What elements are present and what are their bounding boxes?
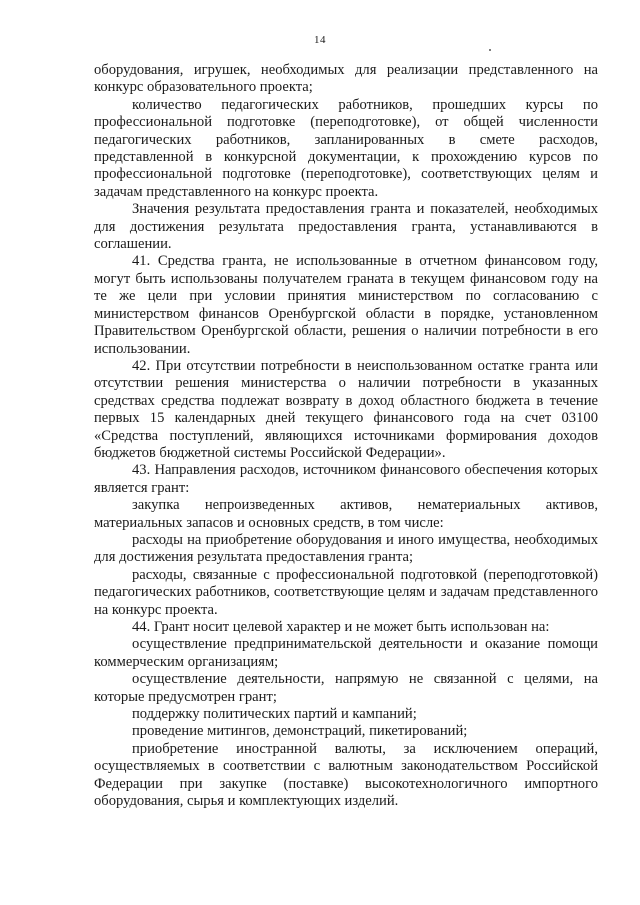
paragraph: расходы, связанные с профессиональной подготовкой (переподготовкой) педагогических работников, соответствующие целям и задачам представленного на конкурс проекта.: [94, 566, 598, 618]
document-body: [94, 62, 598, 810]
paragraph-continuation: оборудования, игрушек, необходимых для реализации представленного на конкурс образовательного проекта;: [94, 62, 598, 96]
paragraph: количество педагогических работников, прошедших курсы по профессиональной подготовке (переподготовке), от общей численности педагогических работников, запланированных в смете расходов, представленной в конкурсной документации, к прохождению курсов по профессиональной подготовке (переподготовке), соответствующих целям и задачам представленного на конкурс проекта.: [94, 96, 598, 200]
paragraph: проведение митингов, демонстраций, пикетирований;: [132, 723, 468, 740]
page-number: 14: [314, 34, 326, 46]
paragraph-clause-41: 41. Средства гранта, не использованные в отчетном финансовом году, могут быть использованы получателем граната в текущем финансовом году на те же цели при условии принятия министерством по согласованию с министерством финансов Оренбургской области в порядке, установленном Правительством Оренбургской области, решения о наличии потребности в его использовании.: [94, 253, 598, 357]
paragraph-clause-44: 44. Грант носит целевой характер и не может быть использован на:: [132, 619, 550, 635]
paragraph: осуществление деятельности, напрямую не связанной с целями, на которые предусмотрен грант;: [94, 671, 598, 705]
paragraph: Значения результата предоставления гранта и показателей, необходимых для достижения результата предоставления гранта, устанавливаются в соглашении.: [94, 201, 598, 253]
paragraph: осуществление предпринимательской деятельности и оказание помощи коммерческим организациям;: [94, 636, 598, 670]
scan-speck: [489, 49, 491, 51]
paragraph: приобретение иностранной валюты, за исключением операций, осуществляемых в соответствии с валютным законодательством Российской Федерации при закупке (поставке) высокотехнологичного импортного оборудования, сырья и комплектующих изделий.: [94, 740, 598, 810]
paragraph: поддержку политических партий и кампаний;: [132, 706, 417, 723]
paragraph-clause-42: 42. При отсутствии потребности в неиспользованном остатке гранта или отсутствии решения министерства о наличии потребности в указанных средствах средства подлежат возврату в доход областного бюджета в течение первых 15 календарных дней текущего финансового года на счет 03100 «Средства поступлений, являющихся источниками формирования доходов бюджетов бюджетной системы Российской Федерации».: [94, 357, 598, 461]
paragraph: закупка непроизведенных активов, нематериальных активов, материальных запасов и основных средств, в том числе:: [94, 497, 598, 531]
paragraph: расходы на приобретение оборудования и иного имущества, необходимых для достижения результата предоставления гранта;: [94, 531, 598, 566]
paragraph-clause-43: 43. Направления расходов, источником финансового обеспечения которых является грант:: [94, 462, 598, 496]
